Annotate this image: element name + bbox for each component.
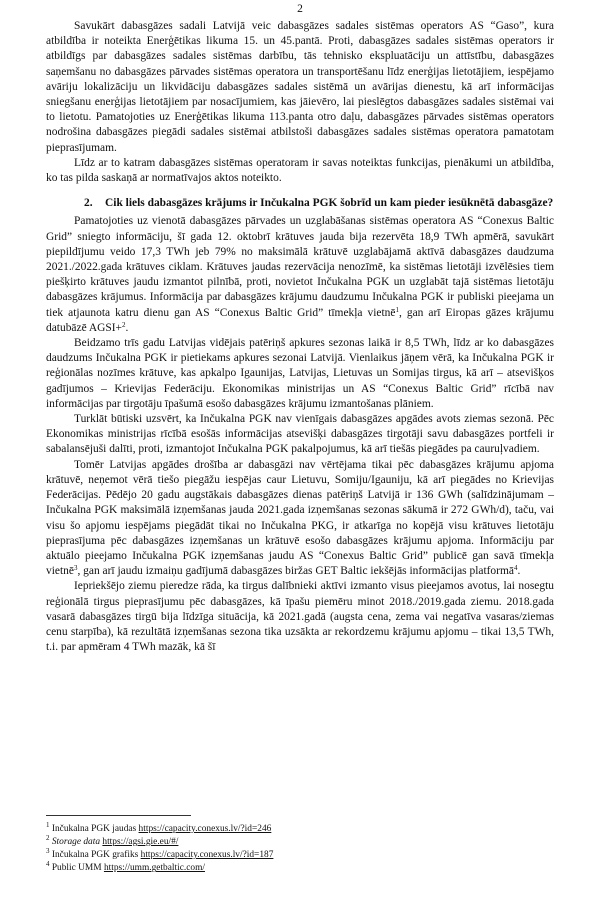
footnote-link[interactable]: https://umm.getbaltic.com/ [103,863,205,874]
footnote-label: Public UMM [51,863,102,874]
paragraph-text-continued: , gan arī jaudu izmaiņu gadījumā dabasgāzes biržas GET Baltic iekšējās informācijas platformā [77,565,514,578]
body-paragraph-5: Iepriekšējo ziemu pieredze rāda, ka tirgus dalībnieki aktīvi izmanto visus pieejamos avotus, lai nosegtu reģionālā tirgus pieprasījumu pēc dabasgāzes, kā īpašu piemēru minot 2018./2019.gada ziemu. 2018.gada vasarā dabasgāzes tirgū bija līdzīga situācija, kā 2021.gadā (augsta cena, zema vai negatīva vasaras/ziemas cenu starpība), kā rezultātā izņemšanas sezona tika uzsākta ar rekordzemu krājumu apjomu – tikai 13,5 TWh, t.i. par apmēram 4 TWh mazāk, kā šī [46,580,554,654]
footnote-number: 1 [46,821,50,829]
footnote-separator [46,815,191,816]
paragraph-end: . [517,565,521,578]
footnote-link[interactable]: https://capacity.conexus.lv/?id=246 [138,824,272,834]
paragraph-text-continued: , gan arī Eiropas gāzes krājumu datubāzē AGSI+ [46,306,554,334]
footnote-2 [46,836,554,849]
body-paragraph-1 [46,214,554,336]
footnote-3 [46,849,554,862]
footnote-label: Storage data [51,837,101,848]
page-number: 2 [297,3,303,15]
footnotes [46,823,554,875]
footnote-ref-2[interactable]: 2 [122,320,126,329]
section-number: 2. [84,197,93,210]
paragraph-text: Tomēr Latvijas apgādes drošība ar dabasgāzi nav vērtējama tikai pēc dabasgāzes krājumu apjoma krātuvē, neņemot vērā tiešo piegāžu iespējas caur Lietuvu, Somiju/Igauniju, kā arī piegādes no Krievijas Federācijas. Pēdējo 20 gadu augstākais dabasgāzes dienas patēriņš Latvijā ir 136 GWh (salīdzinājumam – Inčukalna PGK maksimālā izņemšanas jauda 2021.gada izņemšanas sezonas sākumā ir 272 GWh/d), taču, vai visu šo apjomu iespējams piegādāt tikai no Inčukalna PKG, ir atkarīga no kopējā visu krātuves lietotāju pieprasījuma pēc dabasgāzes izņemšanas un krātuvē esošo dabasgāzes krājumu apjoma. Informāciju par aktuālo pieejamo Inčukalna PGK izņemšanas jaudu AS “Conexus Baltic Grid” publicē gan savā tīmekļa vietnē [46,458,554,578]
paragraph-end: . [125,321,129,334]
footnote-number: 3 [46,847,50,856]
intro-paragraph-2: Līdz ar to katram dabasgāzes sistēmas operatoram ir savas noteiktas funkcijas, pienākumi un atbildība, ko tas pilda saskaņā ar normatīvajos aktos noteikto. [46,156,554,185]
footnote-label: Inčukalna PGK jaudas [51,824,137,834]
footnote-link[interactable]: https://agsi.gie.eu/#/ [102,837,179,848]
footnote-ref-4[interactable]: 4 [513,564,518,573]
footnote-1 [46,823,554,836]
intro-paragraph-1: Savukārt dabasgāzes sadali Latvijā veic dabasgāzes sadales sistēmas operators AS “Gaso”, kura atbildība ir noteikta Enerģētikas likuma 15. un 45.pantā. Proti, dabasgāzes sadales sistēmas operators ir atbildīgs par dabasgāzes sadales sistēmas darbību, tās tehnisko ekspluatāciju un attīstību, dabasgāzes saņemšanu no dabasgāzes pārvades sistēmas operatora un transportēšanu līdz enerģijas lietotājiem, iespējamo avāriju lokalizāciju un likvidāciju dabasgāzes sadales sistēmā un avārijas dienestu, kā arī informācijas sniegšanu enerģijas lietotājiem par nosacījumiem, kas jāievēro, lai pieslēgtos dabasgāzes sadales sistēmai vai to lietotu. Pamatojoties uz Enerģētikas likuma 113.panta otro daļu, dabasgāzes pārvades sistēmas operators nodrošina dabasgāzes piegādi sadales sistēmai atbilstoši dabasgāzes sadales sistēmas operatora pamatotam pieprasījumam. [46,20,554,154]
footnote-number: 4 [46,860,50,869]
footnote-4 [46,862,554,875]
footnote-ref-1[interactable]: 1 [395,305,399,314]
body-paragraph-3: Turklāt būtiski uzsvērt, ka Inčukalna PGK nav vienīgais dabasgāzes apgādes avots ziemas sezonā. Pēc Ekonomikas ministrijas rīcībā esošās informācijas atsevišķi dabasgāzes tirgotāji savu dabasgāzes portfeli ir sabalansējuši dalīti, proti, izmantojot Inčukalna PGK pakalpojumus, kā arī tiešās piegādes pa cauruļvadiem. [46,413,554,456]
footnote-number: 2 [46,834,50,843]
footnote-link[interactable]: https://capacity.conexus.lv/?id=187 [140,850,274,861]
section-title: Cik liels dabasgāzes krājums ir Inčukalna PGK šobrīd un kam pieder iesūknētā dabasgāze? [105,197,554,210]
footnote-label: Inčukalna PGK grafiks [51,850,139,861]
footnote-ref-3[interactable]: 3 [73,564,78,573]
paragraph-text: Pamatojoties uz vienotā dabasgāzes pārvades un uzglabāšanas sistēmas operatora AS “Conexus Baltic Grid” sniegto informāciju, šī gada 12. oktobrī krātuves jauda bija rezervēta 18,9 TWh apmērā, savukārt piepildījumu veido 17,3 TWh jeb 79% no maksimālā krātuvē uzglabājamā aktīvā dabasgāzes daudzuma 2021./2022.gada krātuves ciklam. Krātuves jaudas rezervācija nenozīmē, ka sistēmas lietotāji izvēlēsies tiem piešķirto krātuves jaudu izmantot pilnībā, proti, novietot Inčukalna PGK un uzglabāt tajā sistēmas lietotāju dabasgāzes krājumus. Informācija par dabasgāzes krājumu daudzumu Inčukalna PGK ir publiski pieejama un tiek atjaunota katru dienu gan AS “Conexus Baltic Grid” tīmekļa vietnē [46,215,554,319]
section-heading [46,196,554,211]
body-paragraph-2: Beidzamo trīs gadu Latvijas vidējais patēriņš apkures sezonas laikā ir 8,5 TWh, līdz ar ko dabasgāzes daudzums Inčukalna PGK ir pietiekams apkures sezonai Latvijā. Vienlaikus jāņem vērā, ka Inčukalna PGK ir reģionālas nozīmes krātuve, kas apkalpo Igaunijas, Latvijas, Lietuvas un Somijas tirgus, kā arī – atsevišķos gadījumos – Krievijas Federāciju. Ekonomikas ministrijas un AS “Conexus Baltic Grid” rīcībā nav informācijas par tirgotāju īpašumā esošo dabasgāzes krājumu izmantošanas plāniem. [46,337,554,410]
body-paragraph-4 [46,458,554,580]
